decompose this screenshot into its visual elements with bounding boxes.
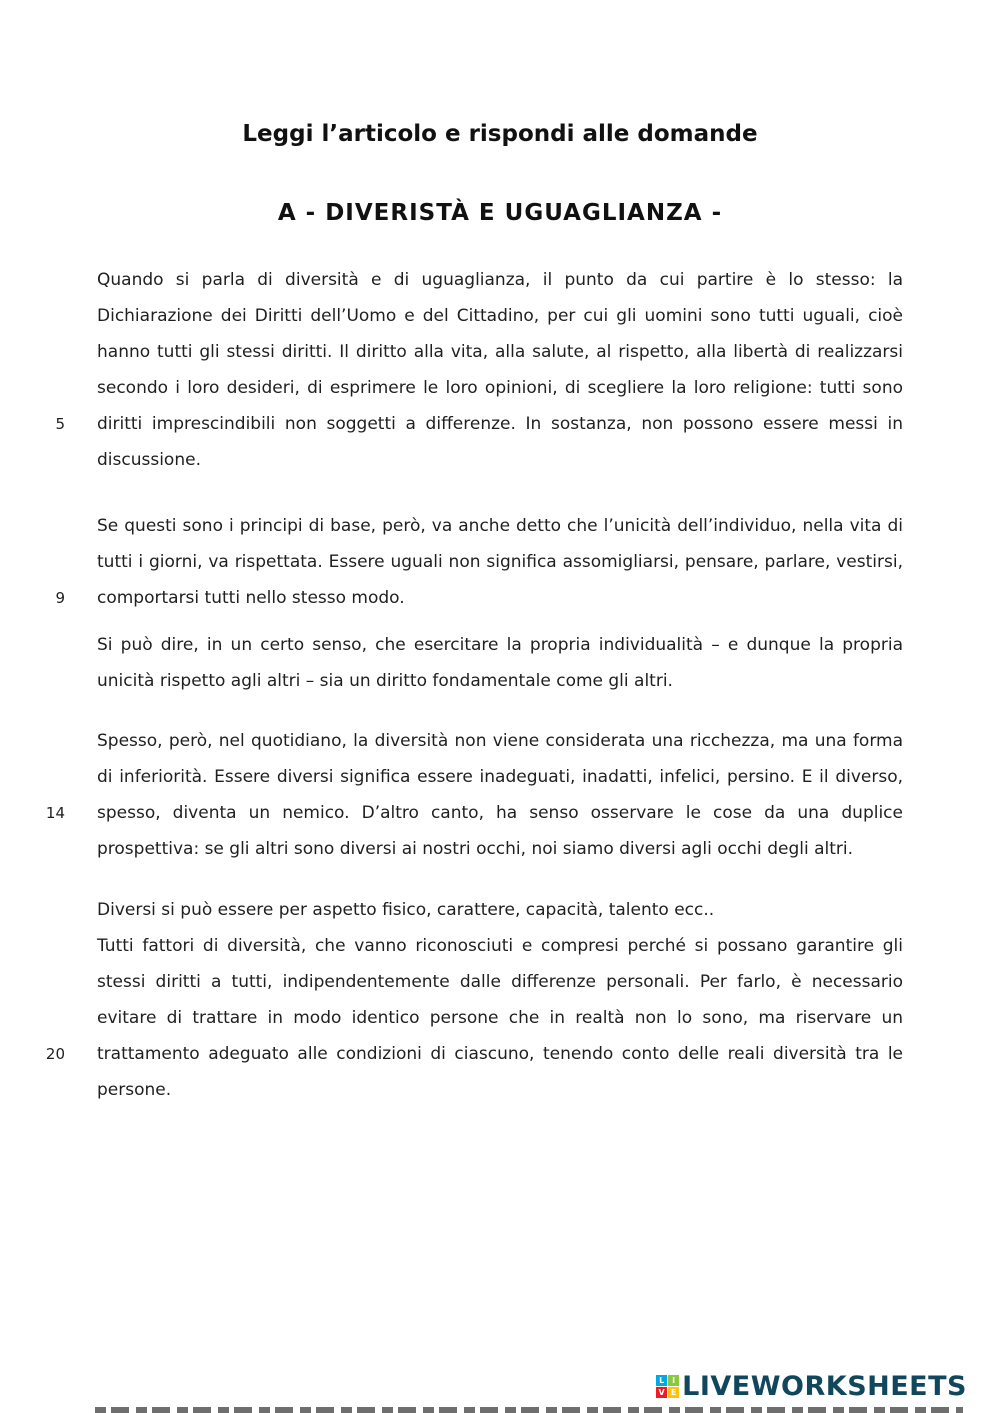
article-paragraph: Spesso, però, nel quotidiano, la diversità non viene considerata una ricchezza, ma una forma di inferiorità. Essere diversi significa essere inadeguati, inadatti, infelici, persino. E il diverso, spesso, diventa un nemico. D’altro canto, ha senso osservare le cose da una duplice prospettiva: se gli altri sono diversi ai nostri occhi, noi siamo diversi agli occhi degli altri. bbox=[97, 731, 903, 859]
article-paragraph: Quando si parla di diversità e di uguaglianza, il punto da cui partire è lo stesso: la Dichiarazione dei Diritti dell’Uomo e del Cittadino, per cui gli uomini sono tutti uguali, cioè hanno tutti gli stessi diritti. Il diritto alla vita, alla salute, al rispetto, alla libertà di realizzarsi secondo i loro desideri, di esprimere le loro opinioni, di scegliere la loro religione: tutti sono diritti imprescindibili non soggetti a differenze. In sostanza, non possono essere messi in discussione. bbox=[97, 270, 903, 470]
logo-square-e: E bbox=[668, 1387, 679, 1398]
line-number-14: 14 bbox=[45, 804, 65, 822]
article-paragraph: Tutti fattori di diversità, che vanno riconosciuti e compresi perché si possano garantire gli stessi diritti a tutti, indipendentemente dalle differenze personali. Per farlo, è necessario evitare di trattare in modo identico persone che in realtà non lo sono, ma riservare un trattamento adeguato alle condizioni di ciascuno, tenendo conto delle reali diversità tra le persone. bbox=[97, 936, 903, 1100]
next-page-cropped-text bbox=[95, 1407, 963, 1413]
logo-square-v: V bbox=[656, 1387, 667, 1398]
article-body bbox=[97, 262, 903, 1108]
line-number-20: 20 bbox=[45, 1045, 65, 1063]
liveworksheets-watermark bbox=[656, 1371, 967, 1402]
article-paragraph: Si può dire, in un certo senso, che esercitare la propria individualità – e dunque la propria unicità rispetto agli altri – sia un diritto fondamentale come gli altri. bbox=[97, 635, 903, 691]
logo-square-i: I bbox=[668, 1375, 679, 1386]
liveworksheets-logo-icon bbox=[656, 1375, 679, 1398]
article-heading: A - DIVERISTÀ E UGUAGLIANZA - bbox=[277, 200, 723, 226]
article-paragraph: Se questi sono i principi di base, però, va anche detto che l’unicità dell’individuo, nella vita di tutti i giorni, va rispettata. Essere uguali non significa assomigliarsi, pensare, parlare, vestirsi, comportarsi tutti nello stesso modo. bbox=[97, 516, 903, 608]
page-title: Leggi l’articolo e rispondi alle domande bbox=[242, 121, 758, 147]
line-number-9: 9 bbox=[55, 589, 65, 607]
line-number-5: 5 bbox=[55, 415, 65, 433]
logo-square-l: L bbox=[656, 1375, 667, 1386]
liveworksheets-brand-text: LIVEWORKSHEETS bbox=[682, 1371, 967, 1402]
article-paragraph: Diversi si può essere per aspetto fisico, carattere, capacità, talento ecc.. bbox=[97, 900, 715, 920]
